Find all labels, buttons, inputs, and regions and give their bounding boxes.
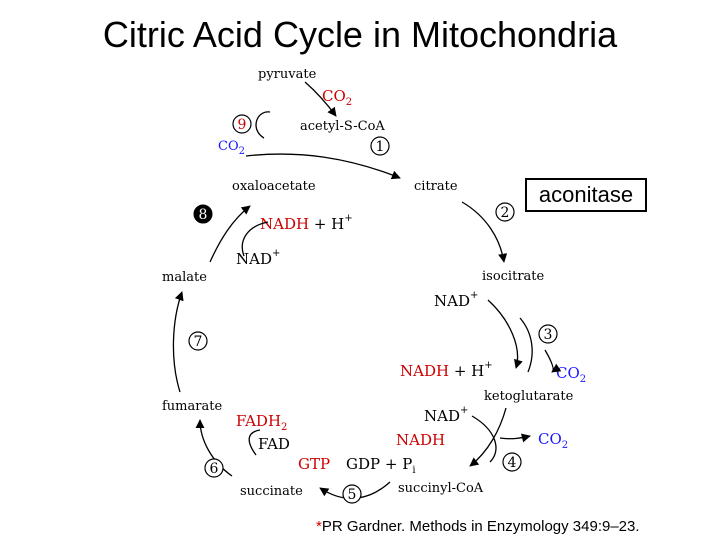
cofactor-co2-top: $CO_2$	[322, 87, 353, 108]
metabolite-ketoglutarate: ketoglutarate	[484, 389, 574, 404]
svg-text:4: 4	[507, 455, 517, 471]
step-3-marker	[539, 325, 557, 343]
cofactor-nadh-h-right: NADH + H+	[400, 360, 493, 380]
metabolite-oxaloacetate: oxaloacetate	[232, 179, 316, 194]
metabolite-succinyl-coa: succinyl-CoA	[398, 481, 484, 496]
step-6-marker	[205, 459, 223, 477]
step-4-marker	[503, 453, 521, 471]
step-9-marker	[233, 115, 251, 133]
arrow-step4-co2	[500, 436, 530, 439]
cofactor-nad-bottom: NAD+	[424, 405, 469, 425]
cofactor-nadh-h-top: NADH + H+	[260, 213, 353, 233]
metabolite-malate: malate	[162, 270, 207, 285]
arrow-step9-co2	[256, 112, 270, 138]
svg-text:5: 5	[347, 487, 357, 503]
svg-text:8: 8	[198, 207, 208, 223]
slide-title: Citric Acid Cycle in Mitochondria	[102, 14, 618, 55]
cofactor-co2-bottom: $CO_2$	[538, 430, 569, 451]
metabolite-isocitrate: isocitrate	[482, 269, 545, 284]
step-2-marker	[496, 203, 514, 221]
arrow-step3-cofactors	[520, 318, 532, 372]
step-1-marker	[371, 137, 389, 155]
metabolite-citrate: citrate	[414, 179, 458, 194]
cofactor-gdp-pi: GDP + $P_i$	[346, 455, 416, 476]
arrow-ketoglutarate-to-succinylcoa	[470, 408, 506, 466]
cofactor-co2-right: $CO_2$	[556, 364, 587, 385]
arrow-fumarate-to-malate	[173, 292, 182, 392]
citation-star: *	[316, 518, 322, 535]
arrow-isocitrate-to-ketoglutarate	[488, 300, 518, 368]
svg-text:9: 9	[237, 117, 247, 133]
metabolite-succinate: succinate	[240, 484, 303, 499]
svg-text:7: 7	[193, 334, 203, 350]
cofactor-nad-right: NAD+	[434, 290, 479, 310]
step-7-marker	[189, 332, 207, 350]
cofactor-gtp: GTP	[298, 455, 331, 473]
step-5-marker	[343, 485, 361, 503]
citation-text: PR Gardner. Methods in Enzymology 349:9–23.	[321, 518, 640, 535]
cofactor-fad: FAD	[258, 435, 290, 453]
svg-text:1: 1	[375, 139, 385, 155]
citation	[316, 518, 640, 535]
aconitase-label-box: aconitase	[525, 178, 647, 212]
arrow-oxaloacetate-to-citrate	[246, 154, 400, 178]
cofactor-co2-left: $CO_2$	[218, 139, 245, 157]
cofactor-nadh-bottom: NADH	[396, 431, 446, 449]
cofactor-fadh2: $FADH_2$	[236, 412, 288, 433]
svg-text:3: 3	[543, 327, 553, 343]
svg-text:6: 6	[209, 461, 219, 477]
arrow-step3-co2	[545, 350, 553, 372]
arrow-step4-cofactors	[472, 416, 496, 462]
metabolite-acetyl-coa: acetyl-S-CoA	[300, 119, 385, 134]
cofactor-nad-left: NAD+	[236, 248, 281, 268]
metabolite-pyruvate: pyruvate	[258, 67, 317, 82]
metabolite-fumarate: fumarate	[162, 399, 223, 414]
svg-text:2: 2	[500, 205, 510, 221]
step-8-marker	[194, 205, 212, 223]
